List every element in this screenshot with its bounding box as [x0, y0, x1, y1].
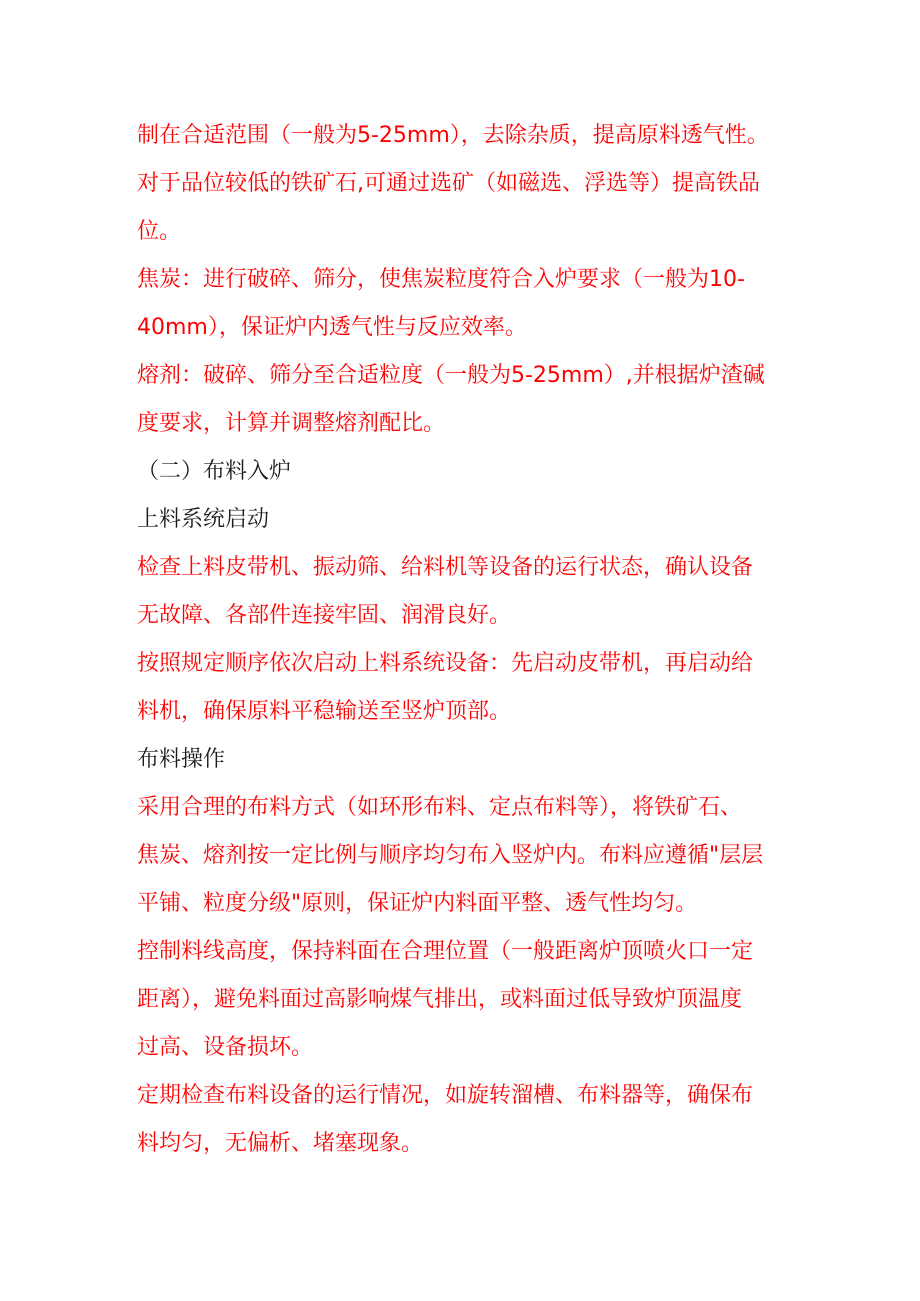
subsection-heading: 上料系统启动	[137, 507, 270, 532]
text-line: 熔剂：破碎、筛分至合适粒度（一般为5-25mm）,并根据炉渣碱	[137, 363, 765, 388]
text-line: 料均匀，无偏析、堵塞现象。	[137, 1131, 424, 1156]
text-line: 焦炭、熔剂按一定比例与顺序均匀布入竖炉内。布料应遵循"层层	[137, 843, 764, 868]
text-line: 采用合理的布料方式（如环形布料、定点布料等），将铁矿石、	[137, 795, 743, 820]
text-line: 控制料线高度，保持料面在合理位置（一般距离炉顶喷火口一定	[137, 939, 754, 964]
text-line: 无故障、各部件连接牢固、润滑良好。	[137, 603, 512, 628]
text-line: 定期检查布料设备的运行情况，如旋转溜槽、布料器等，确保布	[137, 1083, 754, 1108]
text-line: 平铺、粒度分级"原则，保证炉内料面平整、透气性均匀。	[137, 891, 698, 916]
section-heading: （二）布料入炉	[137, 459, 292, 484]
text-line: 料机，确保原料平稳输送至竖炉顶部。	[137, 699, 512, 724]
text-line: 检查上料皮带机、振动筛、给料机等设备的运行状态，确认设备	[137, 555, 754, 580]
subsection-heading: 布料操作	[137, 747, 226, 772]
text-line: 制在合适范围（一般为5-25mm），去除杂质，提高原料透气性。	[137, 123, 769, 148]
text-line: 对于品位较低的铁矿石,可通过选矿（如磁选、浮选等）提高铁品	[137, 171, 760, 196]
text-line: 过高、设备损坏。	[137, 1035, 314, 1060]
text-line: 度要求，计算并调整熔剂配比。	[137, 411, 446, 436]
text-line: 焦炭：进行破碎、筛分，使焦炭粒度符合入炉要求（一般为10-	[137, 267, 745, 292]
document-body	[137, 112, 797, 1168]
text-line: 40mm），保证炉内透气性与反应效率。	[137, 315, 527, 340]
text-line: 位。	[137, 219, 182, 244]
text-line: 距离），避免料面过高影响煤气排出，或料面过低导致炉顶温度	[137, 987, 743, 1012]
text-line: 按照规定顺序依次启动上料系统设备：先启动皮带机，再启动给	[137, 651, 754, 676]
